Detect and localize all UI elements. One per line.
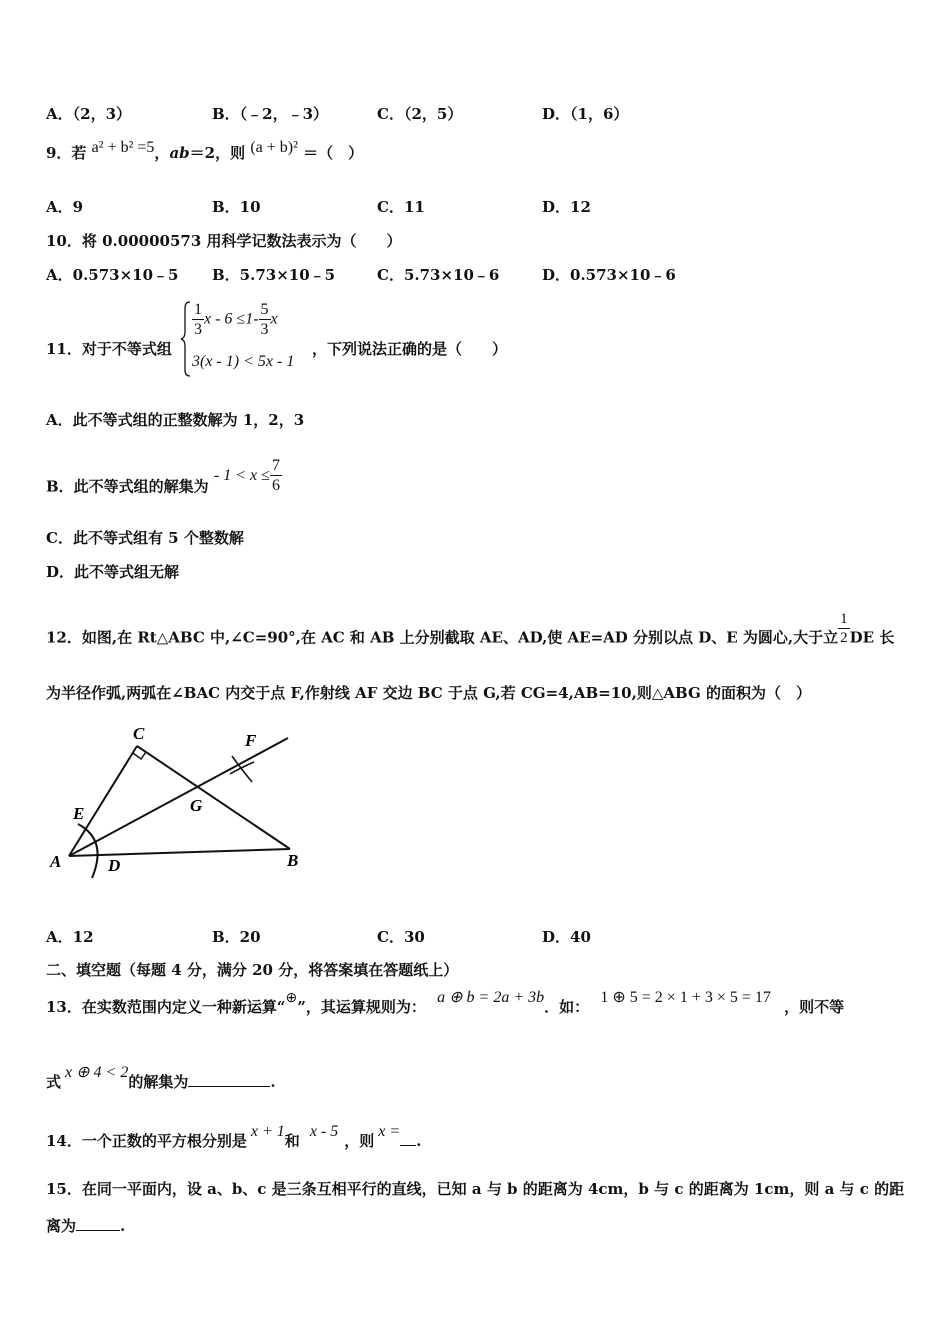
q11-option-b-fraction bbox=[270, 456, 282, 495]
q12-option-a: A．12 bbox=[46, 928, 94, 946]
q8-option-a: A．（2，3） bbox=[46, 105, 132, 123]
q12-half-den: 2 bbox=[840, 630, 848, 646]
q9-option-d: D．12 bbox=[542, 198, 591, 216]
q15-line-2-end: . bbox=[120, 1217, 126, 1235]
q11-option-b-math: - 1 < x ≤ bbox=[213, 466, 270, 484]
q11-row-1-end: x bbox=[270, 310, 278, 328]
q10-option-c: C．5.73×10﹣6 bbox=[377, 266, 500, 284]
q13-line-2-math: x ⊕ 4 < 2 bbox=[65, 1064, 129, 1081]
q9-option-c: C．11 bbox=[377, 198, 425, 216]
right-angle-mark bbox=[133, 752, 146, 759]
q13-example-label: ．如： bbox=[544, 998, 590, 1016]
q15-line-1: 15．在同一平面内，设 a、b、c 是三条互相平行的直线，已知 a 与 b 的距离为 4cm，b 与 c 的距离为 1cm，则 a 与 c 的距 bbox=[46, 1180, 905, 1198]
q10-option-d: D．0.573×10﹣6 bbox=[542, 266, 676, 284]
q11-option-b-text: B．此不等式组的解集为 bbox=[46, 477, 209, 496]
q12-line-1-end: DE 长 bbox=[849, 628, 895, 647]
q12-option-d: D．40 bbox=[542, 928, 591, 946]
section-2-heading: 二、填空题（每题 4 分，满分 20 分，将答案填在答题纸上） bbox=[46, 961, 459, 979]
q11-option-c: C．此不等式组有 5 个整数解 bbox=[46, 529, 244, 547]
q14-prefix: 14．一个正数的平方根分别是 bbox=[46, 1132, 247, 1150]
label-a: A bbox=[50, 852, 62, 871]
q13-line-2 bbox=[46, 1064, 276, 1092]
q14-answer-blank[interactable] bbox=[400, 1145, 416, 1146]
label-g: G bbox=[190, 796, 203, 815]
label-f: F bbox=[245, 731, 257, 750]
q11-fraction-1 bbox=[192, 300, 204, 339]
label-d: D bbox=[108, 856, 121, 875]
side-cb bbox=[137, 746, 290, 849]
q11-row-1 bbox=[192, 300, 278, 339]
q8-option-d: D．（1，6） bbox=[542, 105, 629, 123]
q13-rule: a ⊕ b = 2a + 3b bbox=[437, 989, 545, 1006]
label-c: C bbox=[133, 724, 145, 743]
q10-option-b: B．5.73×10﹣5 bbox=[212, 266, 336, 284]
q11-row-1-mid: x - 6 ≤1- bbox=[204, 310, 259, 328]
q13-line-2-end: . bbox=[270, 1073, 276, 1091]
q14-expr-2: x - 5 bbox=[309, 1123, 339, 1140]
q12-option-c: C．30 bbox=[377, 928, 425, 946]
q9-ab: ab bbox=[169, 144, 190, 162]
q13-line-1 bbox=[46, 989, 845, 1017]
q13-mid: ”，其运算规则为： bbox=[297, 998, 426, 1016]
side-ac bbox=[69, 746, 137, 856]
q12-line-1-text: 12．如图,在 Rt△ABC 中,∠C=90°,在 AC 和 AB 上分别截取 AE、AD,使 AE=AD 分别以点 D、E 为圆心,大于立 bbox=[46, 628, 839, 647]
q11-suffix: ，下列说法正确的是（ ） bbox=[312, 340, 508, 358]
label-b: B bbox=[287, 851, 299, 870]
q11-fraction-2-den: 3 bbox=[260, 321, 269, 338]
q9-expression: (a + b)² bbox=[250, 139, 298, 156]
q12-line-2: 为半径作弧,两弧在∠BAC 内交于点 F,作射线 AF 交边 BC 于点 G,若 CG=4,AB=10,则△ABG 的面积为（ ） bbox=[46, 684, 811, 702]
q11-option-b-fraction-den: 6 bbox=[271, 477, 280, 494]
question-10: 10．将 0.00000573 用科学记数法表示为（ ） bbox=[46, 232, 402, 250]
q14-expr-3: x = bbox=[378, 1123, 401, 1140]
question-14 bbox=[46, 1123, 422, 1151]
q13-line-2-suffix: 的解集为 bbox=[128, 1073, 189, 1091]
q14-end: . bbox=[416, 1132, 422, 1150]
q10-option-a: A．0.573×10﹣5 bbox=[46, 266, 179, 284]
q11-prefix: 11．对于不等式组 bbox=[46, 340, 172, 358]
q11-option-a: A．此不等式组的正整数解为 1，2，3 bbox=[46, 411, 305, 429]
q13-line-2-prefix: 式 bbox=[46, 1073, 62, 1091]
q11-inequality-system bbox=[180, 300, 320, 378]
q9-condition: a² + b² =5 bbox=[91, 139, 155, 156]
q11-option-b bbox=[46, 457, 282, 507]
q15-line-2-prefix: 离为 bbox=[46, 1217, 77, 1235]
ray-af bbox=[69, 738, 288, 856]
q8-option-c: C．（2，5） bbox=[377, 105, 463, 123]
q13-operator: ⊕ bbox=[285, 991, 298, 1006]
q11-option-d: D．此不等式组无解 bbox=[46, 563, 180, 581]
q9-separator: ， bbox=[154, 144, 170, 162]
q9-suffix: ＝（ ） bbox=[303, 144, 364, 162]
left-brace-icon bbox=[180, 300, 192, 378]
q11-option-b-fraction-num: 7 bbox=[271, 457, 280, 474]
q9-option-a: A．9 bbox=[46, 198, 84, 216]
q12-triangle-figure bbox=[40, 716, 310, 886]
q9-option-b: B．10 bbox=[212, 198, 261, 216]
q9-prefix: 9．若 bbox=[46, 144, 87, 162]
side-ab bbox=[69, 849, 290, 856]
q15-answer-blank[interactable] bbox=[76, 1230, 120, 1231]
arc-at-a bbox=[78, 824, 98, 878]
q12-option-b: B．20 bbox=[212, 928, 261, 946]
q12-line-1 bbox=[46, 611, 895, 657]
q14-expr-1: x + 1 bbox=[250, 1123, 285, 1140]
q13-suffix: ，则不等 bbox=[784, 998, 845, 1016]
q11-fraction-1-den: 3 bbox=[194, 321, 202, 338]
question-9 bbox=[46, 139, 364, 163]
q13-answer-blank[interactable] bbox=[188, 1086, 270, 1087]
q13-prefix: 13．在实数范围内定义一种新运算“ bbox=[46, 998, 286, 1016]
q12-half-num: 1 bbox=[840, 611, 848, 627]
q14-and: 和 bbox=[284, 1132, 300, 1150]
q11-fraction-1-num: 1 bbox=[194, 301, 202, 318]
q14-then: ，则 bbox=[344, 1132, 375, 1150]
q9-mid: ＝2，则 bbox=[189, 144, 246, 162]
q11-row-2: 3(x - 1) < 5x - 1 bbox=[192, 353, 295, 370]
label-e: E bbox=[73, 804, 85, 823]
q12-half-fraction bbox=[838, 610, 850, 647]
q8-option-b: B．（﹣2，﹣3） bbox=[212, 105, 329, 123]
q11-fraction-2 bbox=[259, 300, 271, 339]
q11-fraction-2-num: 5 bbox=[260, 301, 269, 318]
q15-line-2 bbox=[46, 1215, 125, 1236]
q13-example: 1 ⊕ 5 = 2 × 1 + 3 × 5 = 17 bbox=[600, 989, 771, 1006]
